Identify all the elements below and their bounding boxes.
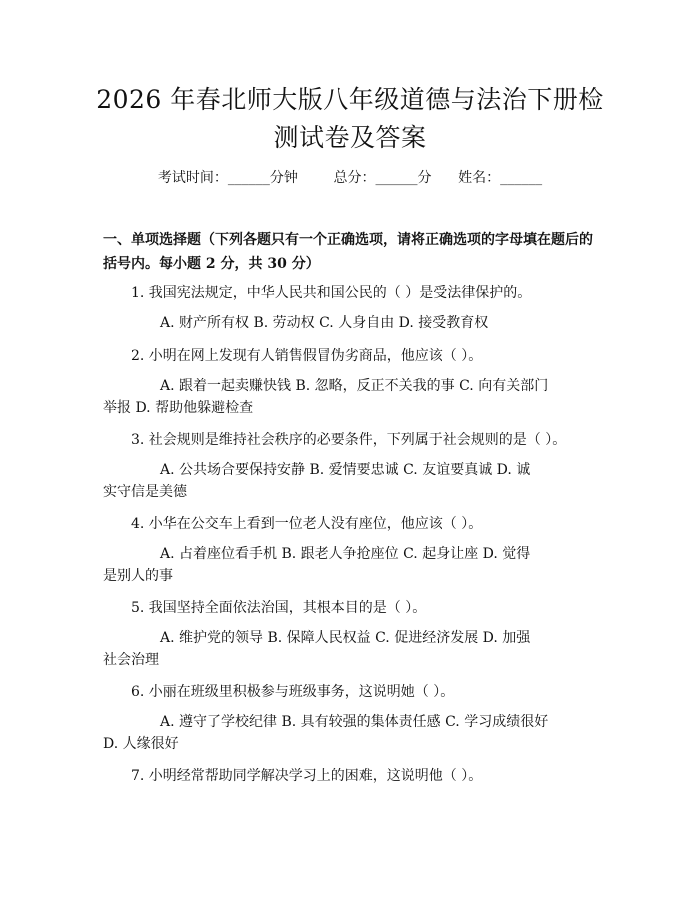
name-blank: ______ — [500, 170, 543, 186]
time-unit: 分钟 — [269, 170, 298, 186]
question-stem: 2. 小明在网上发现有人销售假冒伪劣商品，他应该（ ）。 — [131, 348, 483, 364]
question-options-wrap: 社会治理 — [103, 652, 159, 668]
score-label: 总分： — [333, 170, 376, 186]
question-stem: 6. 小丽在班级里积极参与班级事务，这说明她（ ）。 — [131, 684, 455, 700]
question-stem: 4. 小华在公交车上看到一位老人没有座位，他应该（ ）。 — [131, 516, 483, 532]
exam-meta — [0, 168, 700, 188]
time-label: 考试时间： — [157, 170, 228, 186]
question-options-wrap: 举报 D. 帮助他躲避检查 — [103, 400, 254, 416]
question-stem: 7. 小明经常帮助同学解决学习上的困难，这说明他（ ）。 — [131, 768, 483, 784]
score-blank: ______ — [375, 170, 418, 186]
score-unit: 分 — [417, 170, 432, 186]
question-options-wrap: D. 人缘很好 — [103, 736, 179, 752]
question-options-wrap: 实守信是美德 — [103, 484, 187, 500]
question-stem: 3. 社会规则是维持社会秩序的必要条件，下列属于社会规则的是（ ）。 — [131, 432, 567, 448]
question-options: A. 遵守了学校纪律 B. 具有较强的集体责任感 C. 学习成绩很好 — [160, 714, 549, 730]
question-options: A. 财产所有权 B. 劳动权 C. 人身自由 D. 接受教育权 — [160, 315, 489, 331]
exam-title-line2: 测试卷及答案 — [273, 123, 427, 152]
exam-title-line1: 2026 年春北师大版八年级道德与法治下册检 — [96, 85, 604, 114]
question-options: A. 公共场合要保持安静 B. 爱情要忠诚 C. 友谊要真诚 D. 诚 — [160, 462, 531, 478]
question-stem: 1. 我国宪法规定，中华人民共和国公民的（ ）是受法律保护的。 — [131, 285, 532, 301]
question-options-wrap: 是别人的事 — [103, 568, 173, 584]
question-options: A. 跟着一起卖赚快钱 B. 忽略，反正不关我的事 C. 向有关部门 — [160, 378, 549, 394]
question-stem: 5. 我国坚持全面依法治国，其根本目的是（ ）。 — [131, 600, 427, 616]
section-heading: 一、单项选择题（下列各题只有一个正确选项，请将正确选项的字母填在题后的括号内。每小题 2 分，共 30 分） — [103, 232, 593, 272]
name-label: 姓名： — [458, 170, 501, 186]
question-options: A. 占着座位看手机 B. 跟老人争抢座位 C. 起身让座 D. 觉得 — [160, 546, 531, 562]
time-blank: ______ — [227, 170, 270, 186]
question-options: A. 维护党的领导 B. 保障人民权益 C. 促进经济发展 D. 加强 — [160, 630, 531, 646]
